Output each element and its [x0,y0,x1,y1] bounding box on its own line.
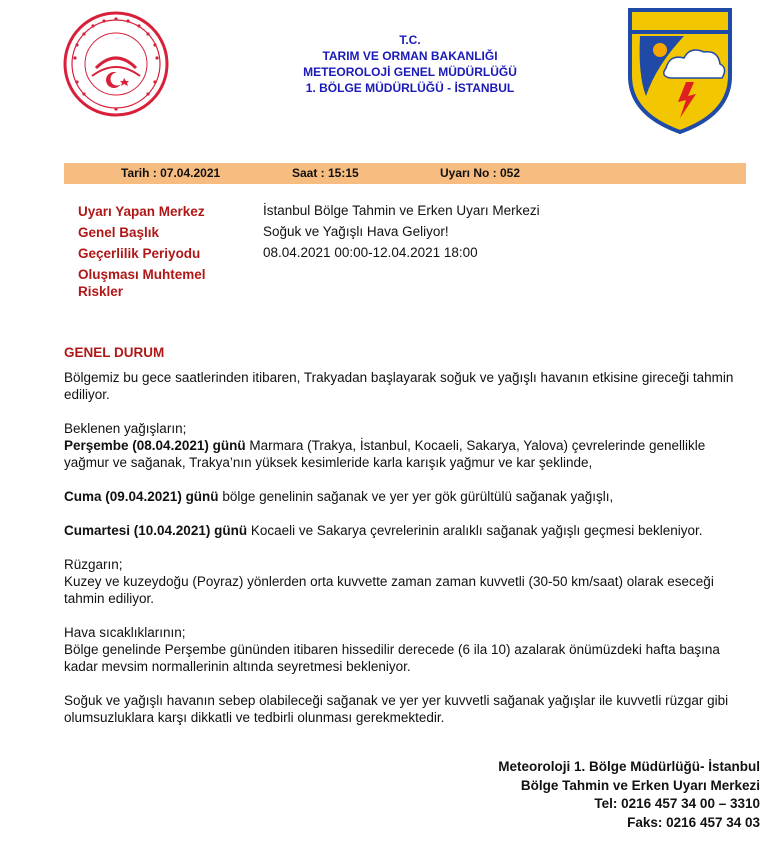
title-block [230,32,590,96]
meta-table [78,203,718,306]
title-line-tc: T.C. [399,33,421,47]
document-header [0,0,775,150]
meta-label: Geçerlilik Periyodu [78,246,201,261]
paragraph-saturday [64,522,754,539]
paragraph-text: Kocaeli ve Sakarya çevrelerinin aralıklı sağanak yağışlı geçmesi bekleniyor. [247,523,703,538]
paragraph: Bölgemiz bu gece saatlerinden itibaren, Trakyadan başlayarak soğuk ve yağışlı havanın etkisine gireceği tahmin ediliyor. [64,370,734,402]
ministry-seal-icon [62,10,170,118]
paragraph-intro: Hava sıcaklıklarının; [64,625,186,640]
meta-row-title [78,224,718,245]
meteoroloji-logo-icon [626,6,734,134]
footer-line-phone: Tel: 0216 457 34 00 – 3310 [594,796,760,811]
day-label: Cumartesi (10.04.2021) günü [64,523,248,538]
day-label: Perşembe (08.04.2021) günü [64,438,246,453]
footer-line-office: Meteoroloji 1. Bölge Müdürlüğü- İstanbul [498,759,760,774]
info-bar [64,163,746,184]
section-title: GENEL DURUM [64,345,165,360]
footer-line-center: Bölge Tahmin ve Erken Uyarı Merkezi [520,777,760,793]
paragraph-precipitation [64,420,754,471]
meta-label: Oluşması Muhtemel Riskler [78,267,206,299]
paragraph-intro: Beklenen yağışların; [64,421,187,436]
meta-row-period [78,245,718,266]
day-label: Cuma (09.04.2021) günü [64,489,219,504]
title-line-ministry: TARIM VE ORMAN BAKANLIĞI [322,49,498,63]
paragraph-text: Kuzey ve kuzeydoğu (Poyraz) yönlerden orta kuvvette zaman zaman kuvvetli (30-50 km/saat) olarak eseceği tahmin ediliyor. [64,574,714,606]
title-line-directorate: METEOROLOJİ GENEL MÜDÜRLÜĞÜ [303,65,517,79]
paragraph-intro: Rüzgarın; [64,557,123,572]
title-line-region: 1. BÖLGE MÜDÜRLÜĞÜ - İSTANBUL [305,81,515,95]
time-field: Saat : 15:15 [292,166,359,180]
warning-number-field: Uyarı No : 052 [440,166,521,180]
paragraph-temperature [64,624,754,675]
paragraph-text: bölge genelinin sağanak ve yer yer gök gürültülü sağanak yağışlı, [218,489,614,504]
meta-value: 08.04.2021 00:00-12.04.2021 18:00 [263,245,478,260]
paragraph-caution: Soğuk ve yağışlı havanın sebep olabileceği sağanak ve yer yer kuvvetli sağanak yağışlar ile kuvvetli rüzgar gibi olumsuzluklara karşı dikkatli ve tedbirli olunması gerekmektedir. [64,693,729,725]
body-text [64,369,754,743]
meta-label: Uyarı Yapan Merkez [78,204,205,219]
footer-signature [498,758,760,832]
paragraph-text: Bölge genelinde Perşembe gününden itibaren hissedilir derecede (6 ila 10) azalarak önümüzdeki hafta başına kadar mevsim normallerinin altında seyretmesi bekleniyor. [64,642,720,674]
paragraph-friday [64,488,754,505]
paragraph-text: Marmara (Trakya, İstanbul, Kocaeli, Sakarya, Yalova) çevrelerinde genellikle yağmur ve sağanak, Trakya’nın yüksek kesimleride karla karışık yağmur ve kar şeklinde, [64,438,706,470]
meta-row-center [78,203,718,224]
meta-value: İstanbul Bölge Tahmin ve Erken Uyarı Merkezi [263,203,540,218]
meta-label: Genel Başlık [78,225,160,240]
meta-value: Soğuk ve Yağışlı Hava Geliyor! [263,224,449,239]
footer-line-fax: Faks: 0216 457 34 03 [627,814,760,830]
paragraph-wind [64,556,754,607]
meta-row-risks [78,266,718,306]
date-field: Tarih : 07.04.2021 [121,166,221,180]
